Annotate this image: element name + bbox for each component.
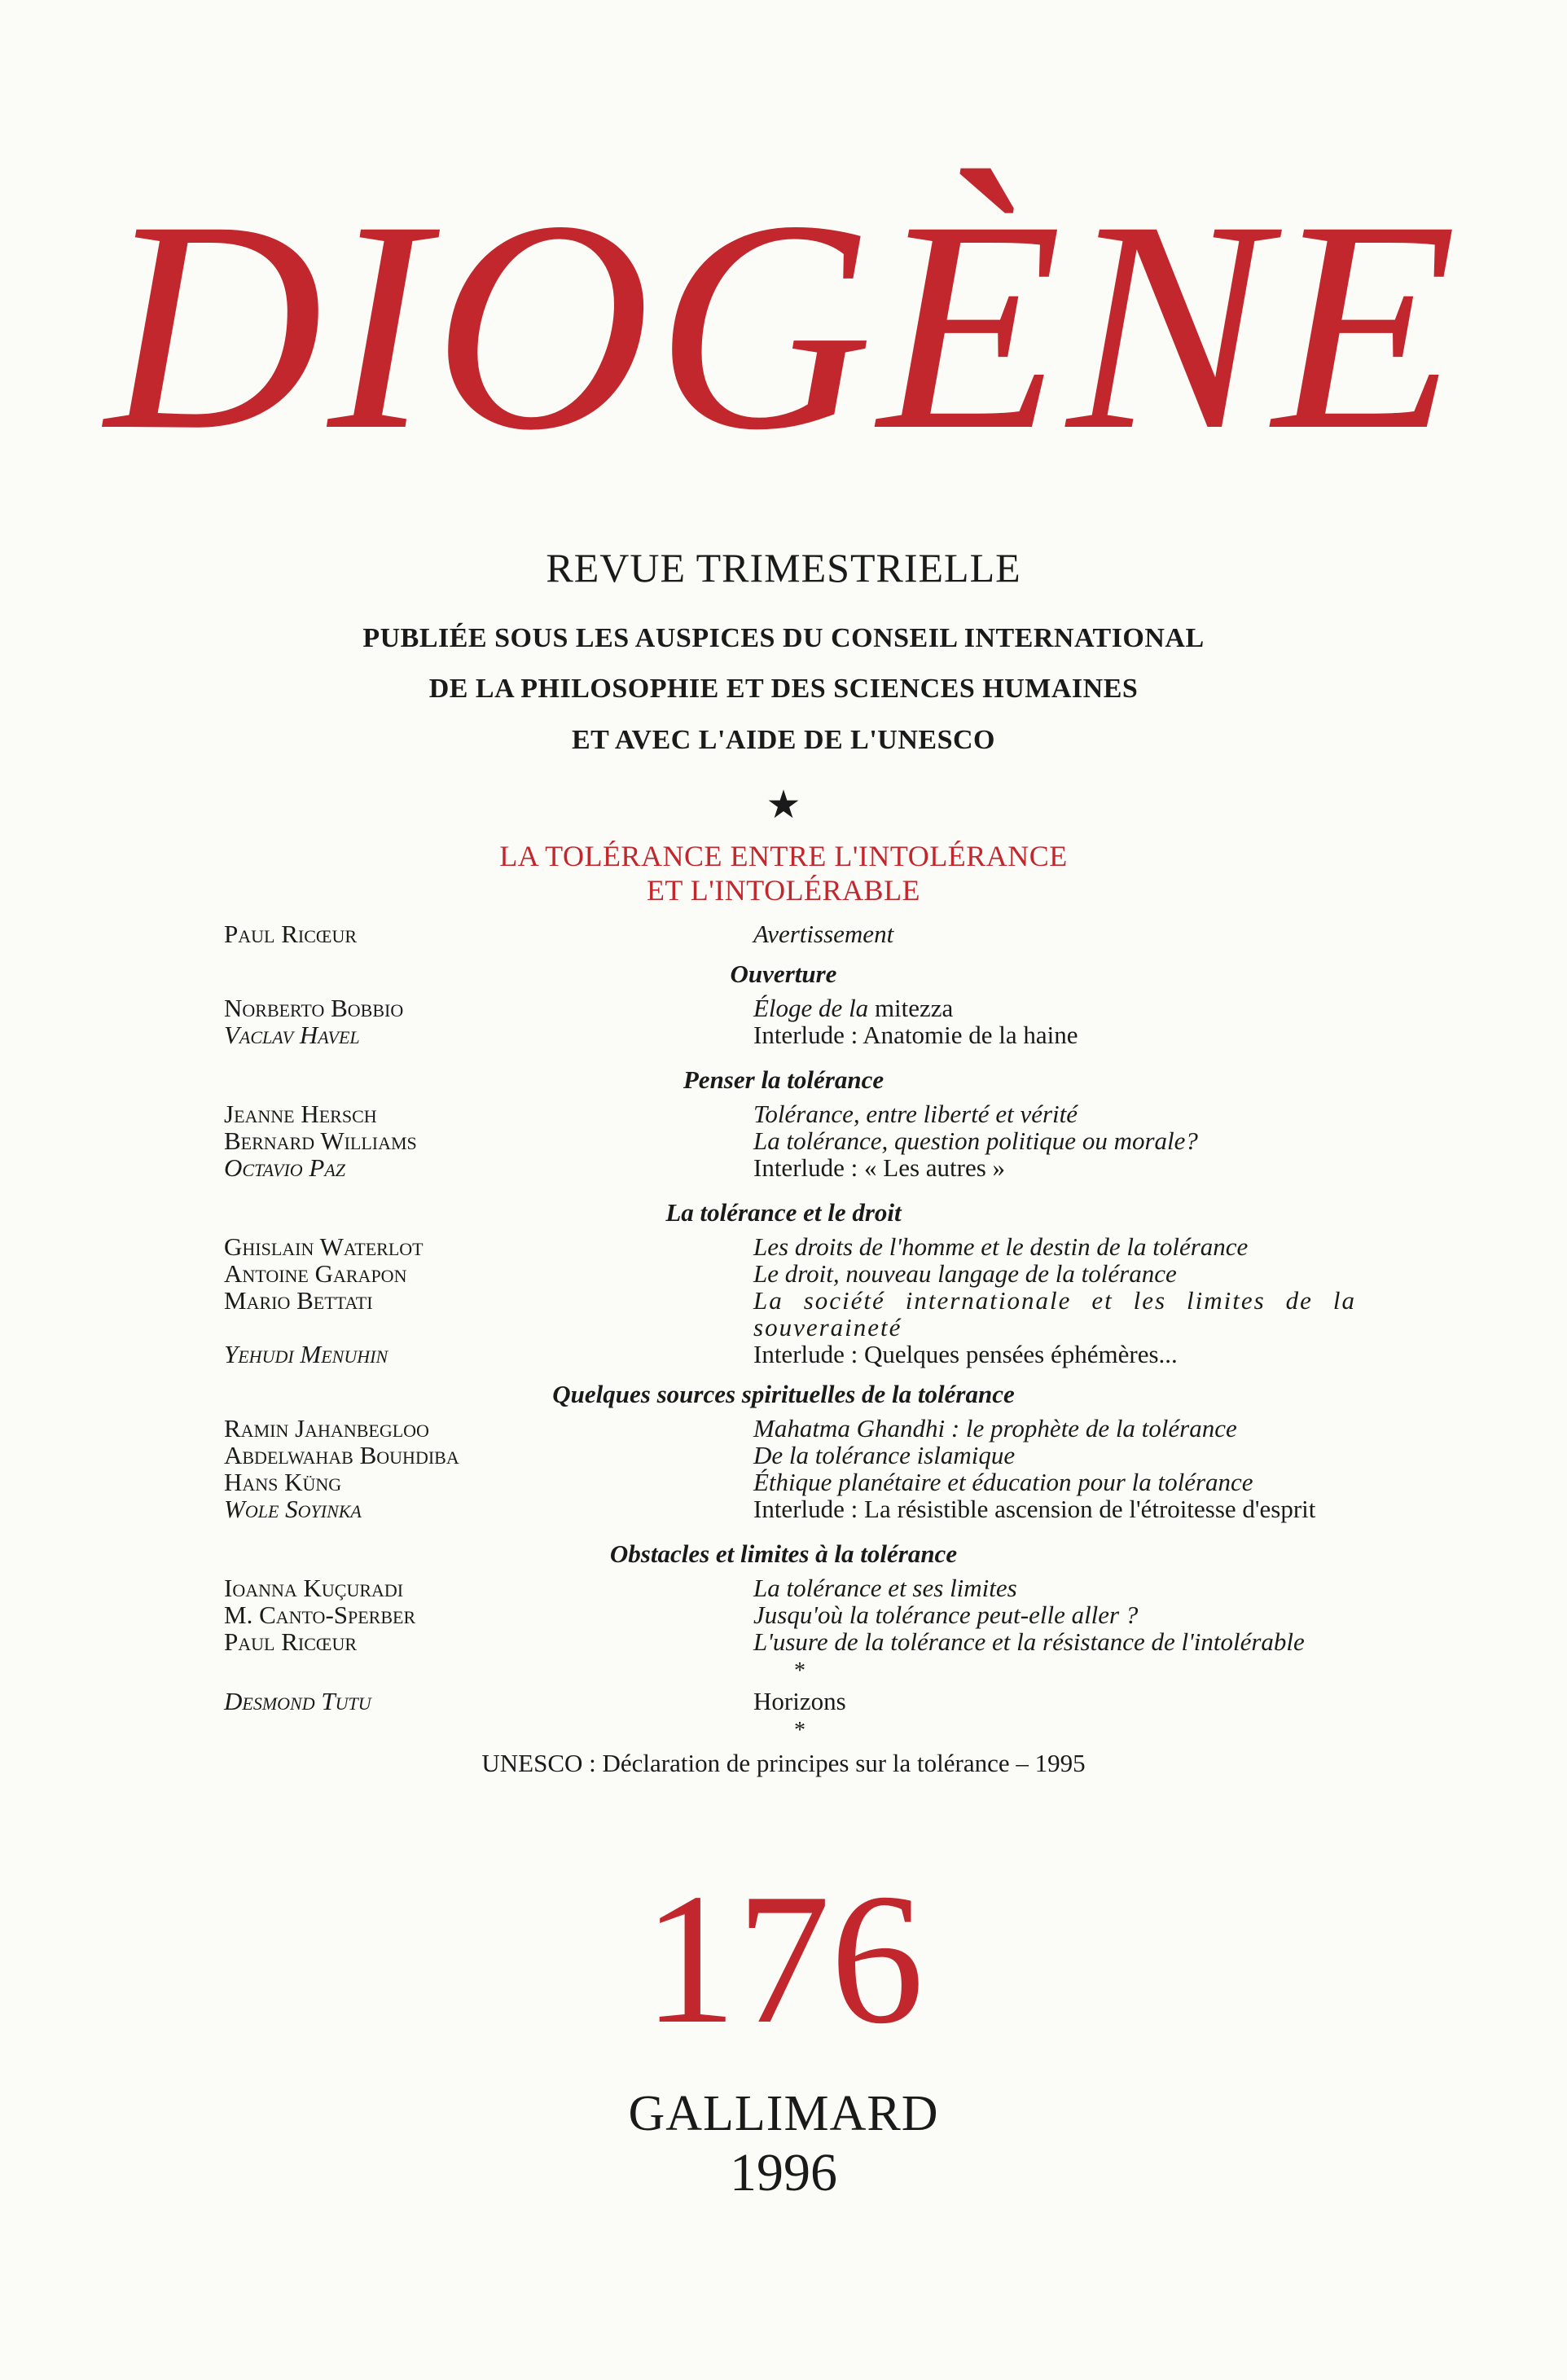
toc-author: Ghislain Waterlot bbox=[224, 1232, 424, 1261]
toc-author: Norberto Bobbio bbox=[224, 994, 404, 1022]
toc-section-heading: La tolérance et le droit bbox=[665, 1198, 902, 1227]
toc-author: Hans Küng bbox=[224, 1468, 342, 1496]
toc-author: Desmond Tutu bbox=[224, 1687, 371, 1715]
toc-author: Abdelwahab Bouhdiba bbox=[224, 1441, 459, 1469]
toc-entry bbox=[0, 995, 1567, 1021]
toc-title: Horizons bbox=[753, 1687, 846, 1715]
toc-title: La tolérance, question politique ou morale? bbox=[753, 1126, 1198, 1155]
toc-title-roman-part: mitezza bbox=[874, 994, 954, 1022]
publication-line: ET AVEC L'AIDE DE L'UNESCO bbox=[571, 725, 995, 755]
toc-section-heading: Penser la tolérance bbox=[683, 1065, 884, 1094]
toc-title: Mahatma Ghandhi : le prophète de la tolérance bbox=[753, 1414, 1237, 1442]
toc-title: La société internationale et les limites de la souveraineté bbox=[753, 1286, 1356, 1341]
toc-title: La tolérance et ses limites bbox=[753, 1574, 1017, 1602]
toc-title: Les droits de l'homme et le destin de la tolérance bbox=[753, 1232, 1249, 1261]
subtitle: REVUE TRIMESTRIELLE bbox=[546, 545, 1021, 591]
toc-author: Jeanne Hersch bbox=[224, 1100, 377, 1128]
toc-entry bbox=[0, 1688, 1567, 1715]
publication-line: DE LA PHILOSOPHIE ET DES SCIENCES HUMAINES bbox=[428, 674, 1139, 704]
issue-number: 176 bbox=[643, 1855, 924, 2062]
separator-asterisk: * bbox=[794, 1658, 805, 1684]
toc-section-heading: Ouverture bbox=[730, 959, 837, 988]
toc-author: M. Canto-Sperber bbox=[224, 1601, 416, 1629]
publisher: GALLIMARD bbox=[628, 2086, 939, 2141]
toc-title bbox=[753, 995, 1356, 1021]
toc-author: Octavio Paz bbox=[224, 1153, 346, 1182]
toc-title: Avertissement bbox=[753, 920, 894, 948]
unesco-text: : Déclaration de principes sur la tolérance – 1995 bbox=[582, 1749, 1086, 1777]
toc-author: Ramin Jahanbegloo bbox=[224, 1414, 429, 1442]
toc-title: Éthique planétaire et éducation pour la tolérance bbox=[753, 1468, 1253, 1496]
toc-author: Paul Ricœur bbox=[224, 920, 358, 948]
toc-entry bbox=[0, 1154, 1567, 1181]
toc-title: De la tolérance islamique bbox=[753, 1441, 1016, 1469]
toc-title: Jusqu'où la tolérance peut-elle aller ? bbox=[753, 1601, 1139, 1629]
unesco-org: UNESCO bbox=[481, 1749, 583, 1777]
toc-author: Vaclav Havel bbox=[224, 1021, 360, 1049]
toc-author: Antoine Garapon bbox=[224, 1259, 407, 1288]
toc-title: Le droit, nouveau langage de la tolérance bbox=[753, 1259, 1177, 1288]
unesco-declaration bbox=[0, 1747, 1567, 1780]
separator-asterisk: * bbox=[794, 1718, 805, 1743]
toc-title: L'usure de la tolérance et la résistance de l'intolérable bbox=[753, 1627, 1305, 1656]
toc-entry bbox=[0, 1260, 1567, 1287]
toc-author: Mario Bettati bbox=[224, 1286, 373, 1315]
toc-title: Interlude : La résistible ascension de l'étroitesse d'esprit bbox=[753, 1495, 1316, 1523]
toc-entry bbox=[0, 1495, 1567, 1522]
toc-author: Yehudi Menuhin bbox=[224, 1340, 388, 1368]
toc-entry bbox=[0, 1127, 1567, 1154]
theme-title-line: LA TOLÉRANCE ENTRE L'INTOLÉRANCE bbox=[499, 840, 1068, 872]
masthead-title: DIOGÈNE bbox=[105, 159, 1462, 493]
toc-title: Interlude : Anatomie de la haine bbox=[753, 1021, 1078, 1049]
theme-title-line: ET L'INTOLÉRABLE bbox=[646, 874, 921, 907]
publication-line: PUBLIÉE SOUS LES AUSPICES DU CONSEIL INTERNATIONAL bbox=[362, 623, 1205, 653]
toc-title: Tolérance, entre liberté et vérité bbox=[753, 1100, 1078, 1128]
toc-section-heading: Obstacles et limites à la tolérance bbox=[609, 1539, 958, 1568]
toc-entry bbox=[0, 1341, 1567, 1368]
toc-entry bbox=[0, 1628, 1567, 1655]
toc-entry bbox=[0, 1574, 1567, 1601]
toc-entry bbox=[0, 1601, 1567, 1628]
toc-section-heading: Quelques sources spirituelles de la tolérance bbox=[552, 1380, 1015, 1408]
publication-year: 1996 bbox=[730, 2143, 837, 2202]
toc-entry bbox=[0, 1100, 1567, 1127]
toc-entry bbox=[0, 1415, 1567, 1442]
toc-author: Wole Soyinka bbox=[224, 1495, 362, 1523]
toc-author: Paul Ricœur bbox=[224, 1627, 358, 1656]
table-of-contents bbox=[0, 920, 1567, 1780]
toc-title-italic-part: Éloge de la bbox=[753, 994, 875, 1022]
toc-entry bbox=[0, 1021, 1567, 1048]
toc-title: Interlude : Quelques pensées éphémères... bbox=[753, 1340, 1178, 1368]
toc-entry bbox=[0, 920, 1567, 947]
toc-entry bbox=[0, 1442, 1567, 1469]
toc-entry bbox=[0, 1287, 1567, 1341]
toc-entry bbox=[0, 1233, 1567, 1260]
toc-author: Bernard Williams bbox=[224, 1126, 417, 1155]
toc-entry bbox=[0, 1469, 1567, 1495]
star-ornament-icon: ★ bbox=[766, 784, 801, 827]
toc-title: Interlude : « Les autres » bbox=[753, 1153, 1006, 1182]
toc-author: Ioanna Kuçuradi bbox=[224, 1574, 404, 1602]
